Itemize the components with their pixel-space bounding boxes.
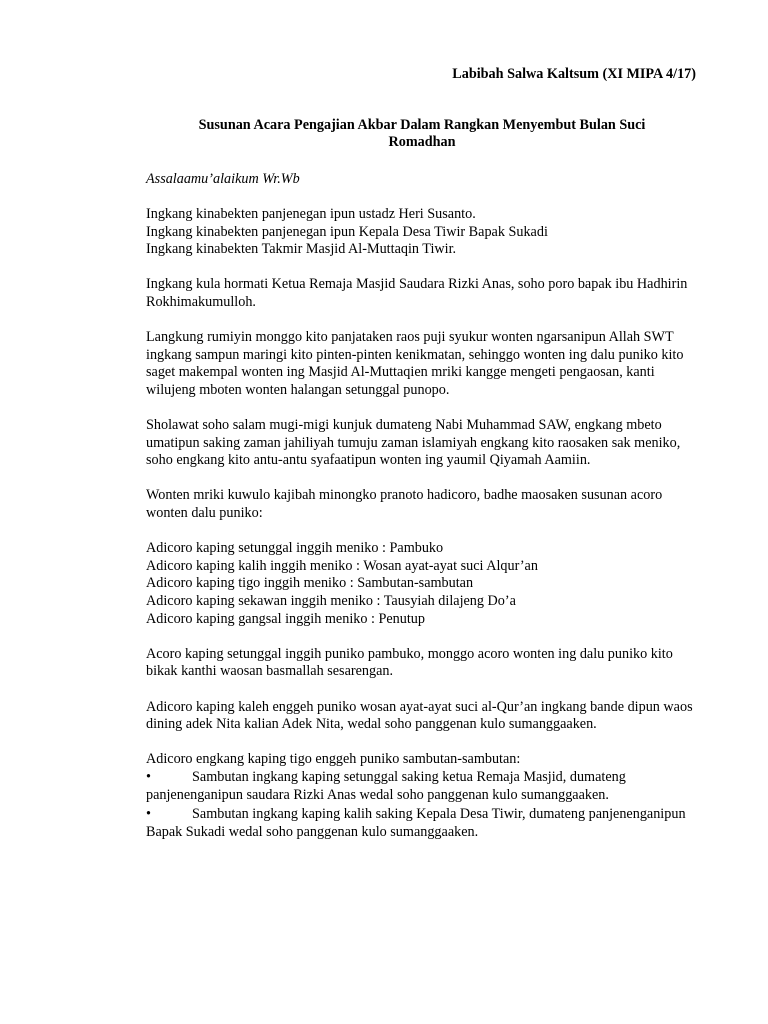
speeches-section	[146, 751, 698, 841]
bullet-icon: •	[146, 768, 151, 785]
document-title: Susunan Acara Pengajian Akbar Dalam Rangkan Menyembut Bulan Suci Romadhan	[198, 116, 646, 151]
respect-paragraph: Ingkang kula hormati Ketua Remaja Masjid Saudara Rizki Anas, soho poro bapak ibu Hadhirin Rokhimakumulloh.	[146, 276, 688, 310]
honorifics-block	[146, 206, 698, 259]
agenda-item: Adicoro kaping gangsal inggih meniko : Penutup	[146, 610, 425, 627]
speech-text: Sambutan ingkang kaping setunggal saking ketua Remaja Masjid, dumateng panjenenganipun saudara Rizki Anas wedal soho panggenan kulo sumanggaaken.	[146, 768, 626, 803]
speeches-list	[146, 769, 698, 841]
author-line: Labibah Salwa Kaltsum (XI MIPA 4/17)	[452, 66, 696, 82]
agenda-item: Adicoro kaping tigo inggih meniko : Sambutan-sambutan	[146, 575, 474, 592]
bullet-icon: •	[146, 806, 151, 823]
honorific-line: Ingkang kinabekten panjenegan ipun Kepala Desa Tiwir Bapak Sukadi	[146, 223, 548, 240]
speeches-intro: Adicoro engkang kaping tigo enggeh puniko sambutan-sambutan:	[146, 751, 521, 768]
honorific-line: Ingkang kinabekten panjenegan ipun ustadz Heri Susanto.	[146, 205, 476, 222]
agenda-item: Adicoro kaping kalih inggih meniko : Wosan ayat-ayat suci Alqur’an	[146, 557, 538, 574]
speech-text: Sambutan ingkang kaping kalih saking Kepala Desa Tiwir, dumateng panjenenganipun Bapak Sukadi wedal soho panggenan kulo sumanggaaken.	[146, 806, 686, 840]
opening-paragraph: Acoro kaping setunggal inggih puniko pambuko, monggo acoro wonten ing dalu puniko kito bikak kanthi waosan basmallah sesarengan.	[146, 645, 673, 680]
agenda-item: Adicoro kaping setunggal inggih meniko : Pambuko	[146, 540, 444, 557]
intro-paragraph: Wonten mriki kuwulo kajibah minongko pranoto hadicoro, badhe maosaken susunan acoro wonten dalu puniko:	[146, 487, 663, 522]
agenda-item: Adicoro kaping sekawan inggih meniko : Tausyiah dilajeng Do’a	[146, 593, 516, 610]
list-item	[146, 806, 698, 841]
document-page	[146, 66, 698, 843]
recitation-paragraph: Adicoro kaping kaleh enggeh puniko wosan ayat-ayat suci al-Qur’an ingkang bande dipun waos dining adek Nita kalian Adek Nita, wedal soho panggenan kulo sumanggaaken.	[146, 698, 693, 733]
honorific-line: Ingkang kinabekten Takmir Masjid Al-Muttaqin Tiwir.	[146, 241, 457, 258]
agenda-list	[146, 540, 698, 628]
sholawat-paragraph: Sholawat soho salam mugi-migi kunjuk dumateng Nabi Muhammad SAW, engkang mbeto umatipun saking zaman jahiliyah tumuju zaman islamiyah engkang kito raosaken sak meniko, soho engkang kito antu-antu syafaatipun wonten ing yaumil Qiyamah Aamiin.	[146, 417, 681, 469]
list-item	[146, 769, 698, 804]
greeting: Assalaamu’alaikum Wr.Wb	[146, 170, 300, 187]
praise-paragraph: Langkung rumiyin monggo kito panjataken raos puji syukur wonten ngarsanipun Allah SWT ingkang sampun maringi kito pinten-pinten kenikmatan, sehinggo wonten ing dalu puniko kito saget makempal wonten ing Masjid Al-Muttaqien mriki kangge mengeti pengaosan, kanti wilujeng mboten wonten halangan setunggal punopo.	[146, 329, 684, 398]
